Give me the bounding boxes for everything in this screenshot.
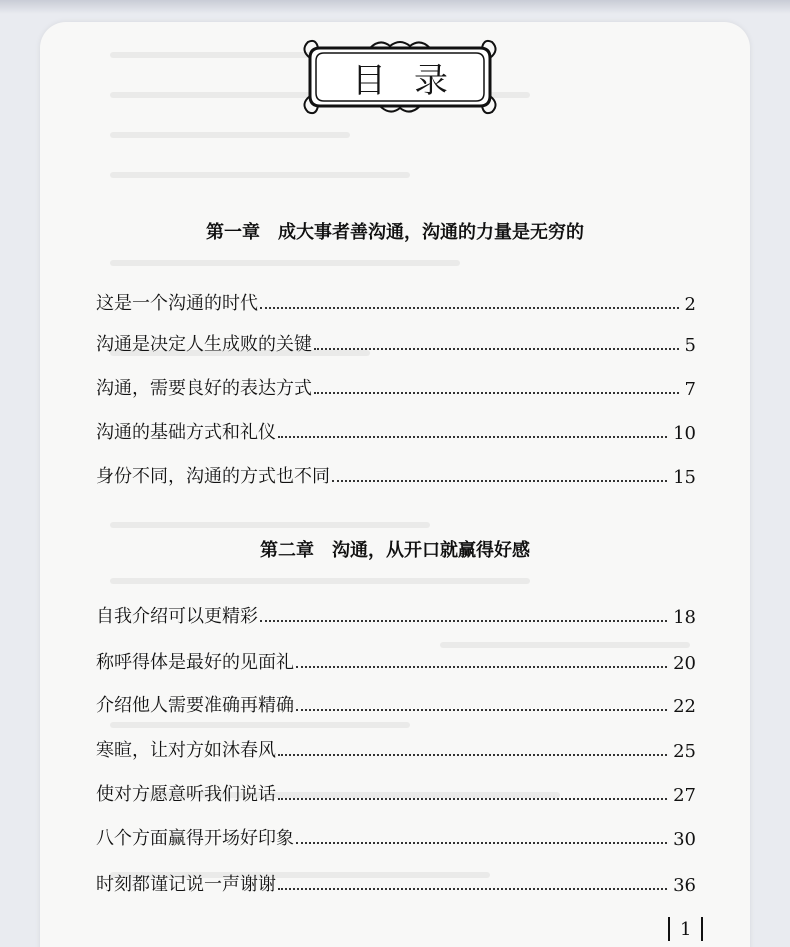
page-number-bar-right <box>701 917 703 941</box>
toc-entry-page: 25 <box>673 741 696 762</box>
leader-dots <box>260 620 667 622</box>
toc-entry-page: 7 <box>684 379 696 400</box>
toc-entry[interactable] <box>96 328 696 356</box>
book-page <box>40 22 750 947</box>
leader-dots <box>332 480 667 482</box>
toc-entry-page: 20 <box>673 653 696 674</box>
toc-entry[interactable] <box>96 778 696 806</box>
page-number-bar-left <box>668 917 670 941</box>
page-number-marker <box>658 914 713 944</box>
leader-dots <box>278 798 667 800</box>
toc-entry-page: 5 <box>684 335 696 356</box>
toc-entry-page: 15 <box>673 467 696 488</box>
toc-entry-title: 时刻都谨记说一声谢谢 <box>96 874 276 895</box>
toc-entry-page: 30 <box>673 829 696 850</box>
book-edge-strip <box>0 0 790 14</box>
toc-entry-title: 沟通是决定人生成败的关键 <box>96 334 312 355</box>
toc-entry-page: 36 <box>673 875 696 896</box>
toc-entry-page: 18 <box>673 607 696 628</box>
leader-dots <box>296 666 667 668</box>
toc-entry[interactable] <box>96 287 696 315</box>
toc-entry-title: 沟通，需要良好的表达方式 <box>96 378 312 399</box>
toc-entry[interactable] <box>96 600 696 628</box>
toc-entry-title: 使对方愿意听我们说话 <box>96 784 276 805</box>
toc-entry-title: 寒暄，让对方如沐春风 <box>96 740 276 761</box>
page-number: 1 <box>680 918 692 940</box>
chapter-heading: 第二章 沟通，从开口就赢得好感 <box>260 540 530 561</box>
toc-entry-title: 这是一个沟通的时代 <box>96 293 258 314</box>
toc-entry[interactable] <box>96 646 696 674</box>
toc-entry-title: 自我介绍可以更精彩 <box>96 606 258 627</box>
leader-dots <box>314 392 679 394</box>
leader-dots <box>296 709 667 711</box>
title-frame <box>300 36 500 118</box>
toc-entry[interactable] <box>96 689 696 717</box>
toc-entry-page: 10 <box>673 423 696 444</box>
toc-entry[interactable] <box>96 372 696 400</box>
toc-entry-title: 身份不同，沟通的方式也不同 <box>96 466 330 487</box>
show-through-line <box>110 172 410 178</box>
toc-entry[interactable] <box>96 734 696 762</box>
show-through-line <box>110 260 460 266</box>
toc-entry-title: 八个方面赢得开场好印象 <box>96 828 294 849</box>
leader-dots <box>278 754 667 756</box>
chapter-heading: 第一章 成大事者善沟通，沟通的力量是无穷的 <box>206 222 584 243</box>
toc-entry-page: 22 <box>673 696 696 717</box>
toc-entry-page: 27 <box>673 785 696 806</box>
toc-entry-title: 介绍他人需要准确再精确 <box>96 695 294 716</box>
toc-entry-title: 沟通的基础方式和礼仪 <box>96 422 276 443</box>
leader-dots <box>296 842 667 844</box>
show-through-line <box>110 722 410 728</box>
show-through-line <box>110 132 350 138</box>
toc-entry-title: 称呼得体是最好的见面礼 <box>96 652 294 673</box>
page-title: 目录 <box>352 60 476 101</box>
toc-entry[interactable] <box>96 868 696 896</box>
leader-dots <box>260 307 679 309</box>
leader-dots <box>278 436 667 438</box>
toc-entry[interactable] <box>96 460 696 488</box>
toc-entry[interactable] <box>96 822 696 850</box>
toc-entry[interactable] <box>96 416 696 444</box>
show-through-line <box>110 578 530 584</box>
toc-entry-page: 2 <box>684 294 696 315</box>
leader-dots <box>278 888 667 890</box>
show-through-line <box>110 522 430 528</box>
leader-dots <box>314 348 679 350</box>
